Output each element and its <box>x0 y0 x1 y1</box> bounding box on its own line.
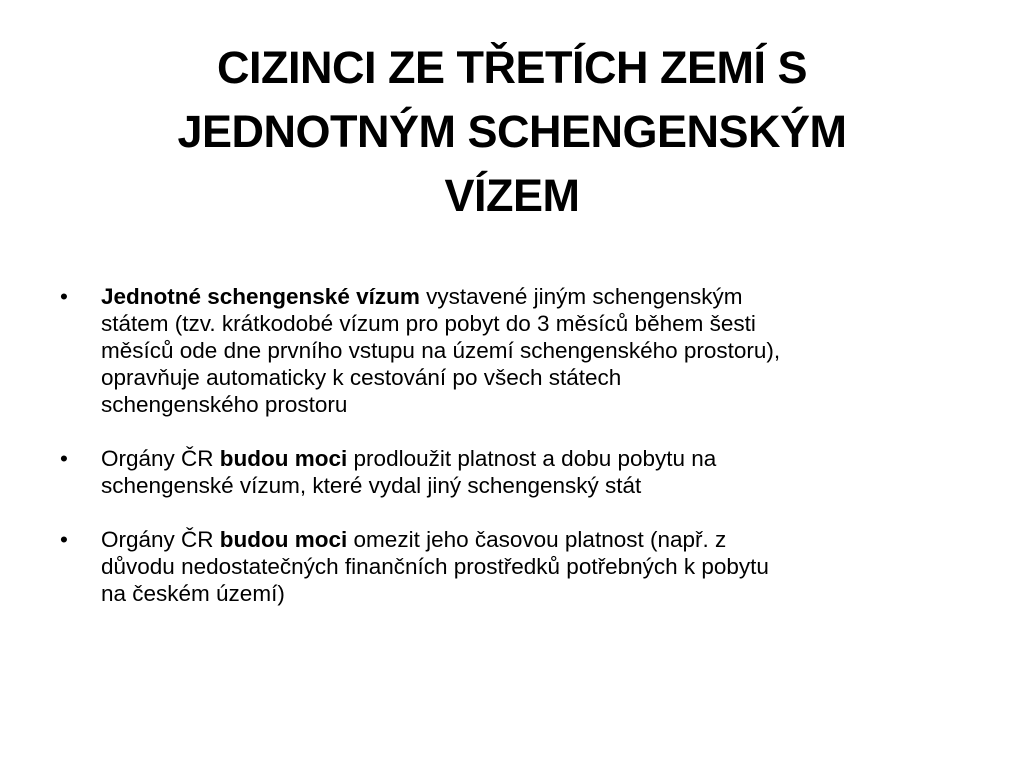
bullet-line <box>101 283 980 310</box>
title-line: CIZINCI ZE TŘETÍCH ZEMÍ S <box>217 42 807 93</box>
title-line: VÍZEM <box>444 170 580 221</box>
title-line: JEDNOTNÝM SCHENGENSKÝM <box>177 106 847 157</box>
bullet-line <box>101 445 980 472</box>
bullet-line: schengenské vízum, které vydal jiný schengenský stát <box>101 473 642 498</box>
bold-phrase: Jednotné schengenské vízum <box>101 284 420 309</box>
bullet-marker: • <box>60 284 68 309</box>
bullet-line: schengenského prostoru <box>101 392 348 417</box>
bullet-line: důvodu nedostatečných finančních prostředků potřebných k pobytu <box>101 554 769 579</box>
bullet-item <box>60 445 980 499</box>
slide-title <box>60 36 964 228</box>
bullet-text <box>101 526 980 607</box>
bold-phrase: budou moci <box>219 446 348 471</box>
bullet-marker: • <box>60 527 68 552</box>
bullet-line: opravňuje automaticky k cestování po všech státech <box>101 365 622 390</box>
bullet-item <box>60 526 980 607</box>
bullet-item <box>60 283 980 418</box>
bullet-line-rest: prodloužit platnost a dobu pobytu na <box>347 446 717 471</box>
bullet-line-rest: omezit jeho časovou platnost (např. z <box>347 527 727 552</box>
bullet-prefix: Orgány ČR <box>101 446 220 471</box>
bold-phrase: budou moci <box>219 527 348 552</box>
bullet-line <box>101 526 980 553</box>
bullet-text <box>101 445 980 499</box>
bullet-line-rest: vystavené jiným schengenským <box>419 284 743 309</box>
bullet-line: na českém území) <box>101 581 285 606</box>
bullet-line: státem (tzv. krátkodobé vízum pro pobyt do 3 měsíců během šesti <box>101 311 756 336</box>
bullet-text <box>101 283 980 418</box>
bullet-prefix: Orgány ČR <box>101 527 220 552</box>
bullet-marker: • <box>60 446 68 471</box>
bullet-list <box>60 283 980 634</box>
bullet-line: měsíců ode dne prvního vstupu na území schengenského prostoru), <box>101 338 781 363</box>
